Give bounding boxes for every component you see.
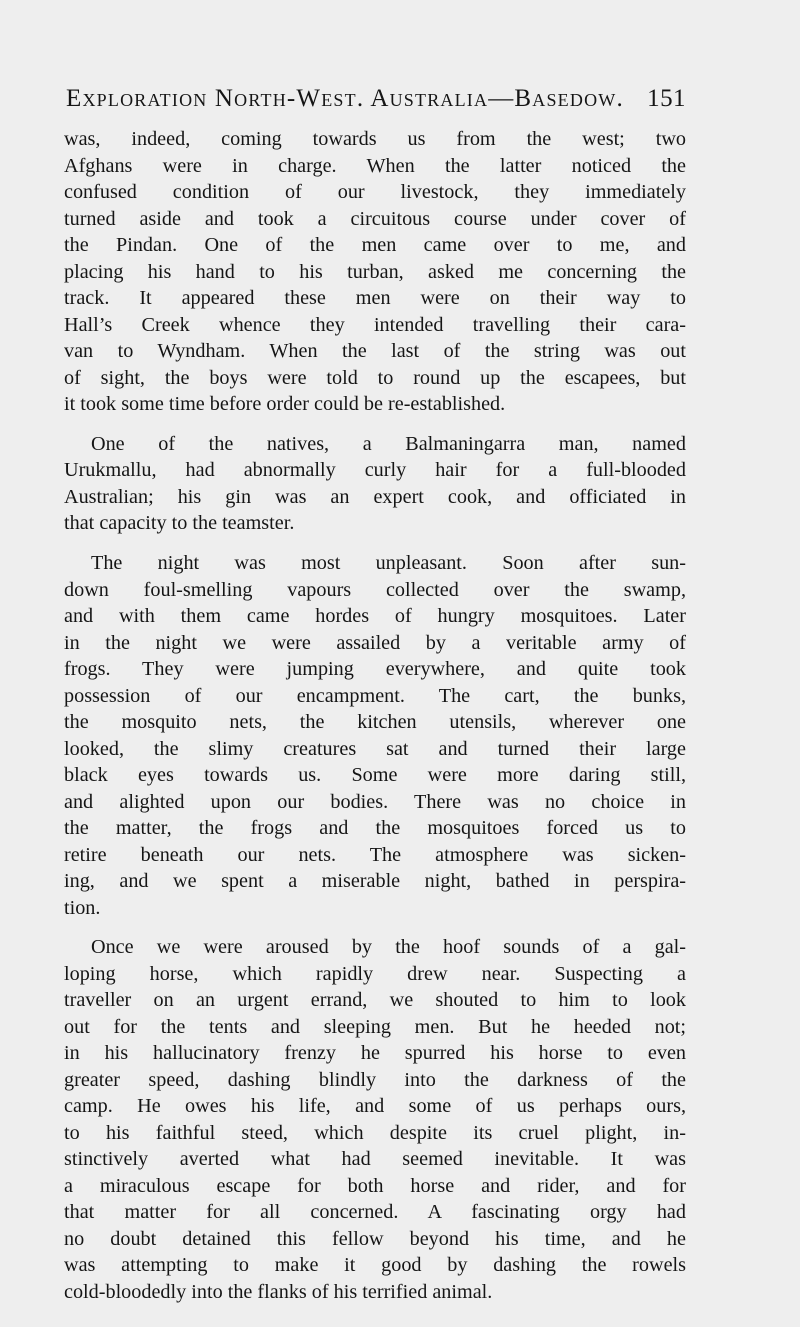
text-line: in the night we were assailed by a veritable army of bbox=[64, 631, 686, 654]
text-line: the mosquito nets, the kitchen utensils, wherever one bbox=[64, 711, 686, 734]
text-line: was, indeed, coming towards us from the west; two bbox=[64, 128, 686, 150]
running-title: Exploration North-West. Australia—Basedow. bbox=[66, 85, 624, 112]
text-line: black eyes towards us. Some were more daring still, bbox=[64, 764, 686, 787]
text-line: traveller on an urgent errand, we shouted to him to look bbox=[64, 989, 686, 1012]
text-line: cold-bloodedly into the flanks of his terrified animal. bbox=[64, 1280, 493, 1303]
paragraph-1 bbox=[64, 126, 686, 418]
text-line: confused condition of our livestock, they immediately bbox=[64, 181, 686, 203]
text-line: Once we were aroused by the hoof sounds of a gal- bbox=[91, 936, 686, 959]
text-line: looked, the slimy creatures sat and turned their large bbox=[64, 737, 686, 760]
text-line: frogs. They were jumping everywhere, and quite took bbox=[64, 658, 686, 681]
text-line: the Pindan. One of the men came over to me, and bbox=[64, 234, 686, 256]
text-line: van to Wyndham. When the last of the string was out bbox=[64, 340, 686, 362]
text-line: no doubt detained this fellow beyond his time, and he bbox=[64, 1227, 686, 1250]
text-line: was attempting to make it good by dashing the rowels bbox=[64, 1254, 686, 1277]
text-line: that capacity to the teamster. bbox=[64, 512, 295, 535]
text-line: it took some time before order could be re-established. bbox=[64, 393, 506, 415]
text-line: Afghans were in charge. When the latter noticed the bbox=[64, 154, 686, 177]
text-line: the matter, the frogs and the mosquitoes forced us to bbox=[64, 817, 686, 840]
text-line: track. It appeared these men were on their way to bbox=[64, 287, 686, 309]
text-line: a miraculous escape for both horse and rider, and for bbox=[64, 1174, 686, 1197]
text-line: and with them came hordes of hungry mosquitoes. Later bbox=[64, 605, 686, 628]
text-line: of sight, the boys were told to round up the escapees, but bbox=[64, 366, 686, 389]
text-line: Hall’s Creek whence they intended travelling their cara- bbox=[64, 313, 686, 336]
body-text bbox=[64, 126, 686, 1305]
text-line: loping horse, which rapidly drew near. Suspecting a bbox=[64, 962, 686, 985]
text-line: Australian; his gin was an expert cook, and officiated in bbox=[64, 485, 686, 508]
text-line: greater speed, dashing blindly into the darkness of the bbox=[64, 1068, 686, 1091]
paragraph-4 bbox=[64, 934, 686, 1305]
text-line: Urukmallu, had abnormally curly hair for a full-blooded bbox=[64, 459, 686, 482]
text-line: One of the natives, a Balmaningarra man, named bbox=[91, 432, 686, 455]
text-line: to his faithful steed, which despite its cruel plight, in- bbox=[64, 1121, 686, 1144]
text-line: possession of our encampment. The cart, the bunks, bbox=[64, 684, 686, 707]
text-line: tion. bbox=[64, 896, 101, 919]
text-line: down foul-smelling vapours collected over the swamp, bbox=[64, 578, 686, 601]
text-line: and alighted upon our bodies. There was no choice in bbox=[64, 790, 686, 813]
text-line: placing his hand to his turban, asked me concerning the bbox=[64, 260, 686, 283]
page-number: 151 bbox=[647, 85, 686, 112]
text-line: camp. He owes his life, and some of us perhaps ours, bbox=[64, 1095, 686, 1118]
text-line: turned aside and took a circuitous course under cover of bbox=[64, 207, 686, 230]
text-line: in his hallucinatory frenzy he spurred his horse to even bbox=[64, 1042, 686, 1065]
text-line: stinctively averted what had seemed inevitable. It was bbox=[64, 1148, 686, 1171]
text-line: The night was most unpleasant. Soon after sun- bbox=[91, 552, 686, 575]
running-header bbox=[66, 86, 686, 112]
paragraph-2 bbox=[64, 431, 686, 537]
text-line: ing, and we spent a miserable night, bathed in perspira- bbox=[64, 870, 686, 893]
paragraph-3 bbox=[64, 550, 686, 921]
text-line: out for the tents and sleeping men. But he heeded not; bbox=[64, 1015, 686, 1038]
text-line: that matter for all concerned. A fascinating orgy had bbox=[64, 1201, 686, 1224]
text-line: retire beneath our nets. The atmosphere was sicken- bbox=[64, 843, 686, 866]
